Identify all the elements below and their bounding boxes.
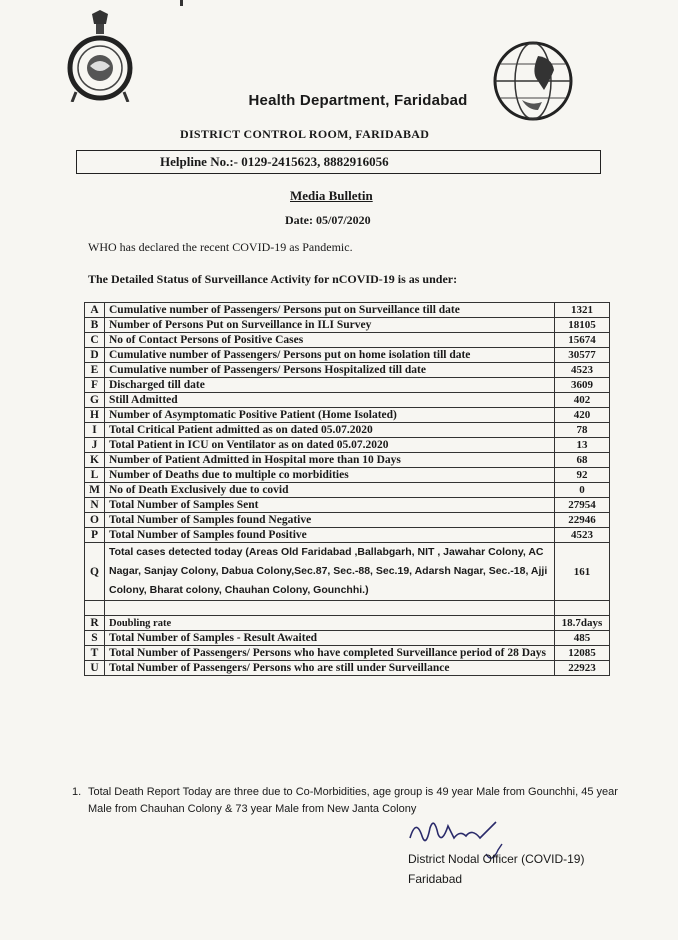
row-code: S	[85, 631, 105, 646]
table-row	[85, 363, 610, 378]
row-value: 0	[555, 483, 610, 498]
row-label: Total Number of Passengers/ Persons who have completed Surveillance period of 28 Days	[105, 646, 555, 661]
control-room-title: DISTRICT CONTROL ROOM, FARIDABAD	[180, 127, 430, 141]
bulletin-date: Date: 05/07/2020	[285, 213, 371, 227]
department-title: Health Department, Faridabad	[248, 92, 468, 109]
row-label: Cumulative number of Passengers/ Persons Hospitalized till date	[105, 363, 555, 378]
status-intro: The Detailed Status of Surveillance Activity for nCOVID-19 is as under:	[88, 272, 458, 286]
row-code: D	[85, 348, 105, 363]
row-value: 22946	[555, 513, 610, 528]
row-value: 420	[555, 408, 610, 423]
row-code: B	[85, 318, 105, 333]
row-value: 22923	[555, 661, 610, 676]
row-label: Discharged till date	[105, 378, 555, 393]
table-row	[85, 423, 610, 438]
row-label: Total Number of Samples - Result Awaited	[105, 631, 555, 646]
row-code: M	[85, 483, 105, 498]
table-row	[85, 378, 610, 393]
row-label: No of Death Exclusively due to covid	[105, 483, 555, 498]
table-row	[85, 468, 610, 483]
table-row-blank	[85, 601, 610, 616]
row-label: Total Patient in ICU on Ventilator as on dated 05.07.2020	[105, 438, 555, 453]
officer-designation: District Nodal Officer (COVID-19)	[408, 852, 585, 866]
row-code: P	[85, 528, 105, 543]
note-text: Total Death Report Today are three due to Co-Morbidities, age group is 49 year Male from Gounchhi, 45 year Male from Chauhan Colony & 73 year Male from New Janta Colony	[88, 786, 618, 815]
row-value: 18.7days	[555, 616, 610, 631]
row-code: K	[85, 453, 105, 468]
table-row	[85, 616, 610, 631]
row-value: 30577	[555, 348, 610, 363]
row-label: Cumulative number of Passengers/ Persons put on Surveillance till date	[105, 303, 555, 318]
row-code: Q	[85, 543, 105, 601]
row-label: Number of Deaths due to multiple co morbidities	[105, 468, 555, 483]
row-label: Total Number of Samples found Negative	[105, 513, 555, 528]
row-code: O	[85, 513, 105, 528]
table-row	[85, 453, 610, 468]
table-row-cases-today	[85, 543, 610, 601]
globe-india-emblem-icon	[492, 40, 574, 122]
row-label: Cumulative number of Passengers/ Persons put on home isolation till date	[105, 348, 555, 363]
table-row	[85, 646, 610, 661]
table-row	[85, 318, 610, 333]
row-value: 4523	[555, 528, 610, 543]
row-label: Total Number of Samples found Positive	[105, 528, 555, 543]
helpline-text: Helpline No.:- 0129-2415623, 8882916056	[160, 154, 389, 169]
bulletin-title: Media Bulletin	[290, 188, 373, 203]
row-value: 402	[555, 393, 610, 408]
table-row	[85, 408, 610, 423]
table-row	[85, 303, 610, 318]
cases-today-areas: (Areas Old Faridabad ,Ballabgarh, NIT , Jawahar Colony, AC Nagar, Sanjay Colony, Dabua Colony,Sec.87, Sec.-88, Sec.19, Adarsh Nagar, Sec.-18, Ajji Colony, Bharat colony, Chauhan Colony, Gounchhi.)	[109, 546, 548, 596]
row-value: 12085	[555, 646, 610, 661]
row-value: 3609	[555, 378, 610, 393]
table-row	[85, 348, 610, 363]
row-label: Still Admitted	[105, 393, 555, 408]
page-mark	[180, 0, 183, 6]
row-code: G	[85, 393, 105, 408]
note-number: 1.	[72, 786, 82, 798]
who-declaration: WHO has declared the recent COVID-19 as Pandemic.	[88, 240, 353, 254]
table-row	[85, 483, 610, 498]
row-code: J	[85, 438, 105, 453]
row-value: 27954	[555, 498, 610, 513]
surveillance-status-table	[84, 302, 610, 676]
row-label: Doubling rate	[105, 616, 555, 631]
row-value: 68	[555, 453, 610, 468]
row-code: N	[85, 498, 105, 513]
row-label: Number of Persons Put on Surveillance in ILI Survey	[105, 318, 555, 333]
row-code: C	[85, 333, 105, 348]
table-row	[85, 333, 610, 348]
row-code: R	[85, 616, 105, 631]
row-value: 485	[555, 631, 610, 646]
row-code: T	[85, 646, 105, 661]
row-value: 92	[555, 468, 610, 483]
row-code: U	[85, 661, 105, 676]
row-code: A	[85, 303, 105, 318]
row-label: No of Contact Persons of Positive Cases	[105, 333, 555, 348]
row-label: Total Number of Samples Sent	[105, 498, 555, 513]
haryana-emblem-icon	[62, 10, 138, 102]
row-value: 15674	[555, 333, 610, 348]
row-code: I	[85, 423, 105, 438]
row-label: Number of Asymptomatic Positive Patient (Home Isolated)	[105, 408, 555, 423]
row-label: Number of Patient Admitted in Hospital more than 10 Days	[105, 453, 555, 468]
table-row	[85, 393, 610, 408]
row-label	[105, 543, 555, 601]
row-label: Total Critical Patient admitted as on dated 05.07.2020	[105, 423, 555, 438]
row-value: 13	[555, 438, 610, 453]
row-code: E	[85, 363, 105, 378]
officer-location: Faridabad	[408, 872, 463, 886]
row-value: 4523	[555, 363, 610, 378]
row-value: 78	[555, 423, 610, 438]
table-row	[85, 498, 610, 513]
row-value: 1321	[555, 303, 610, 318]
row-value: 18105	[555, 318, 610, 333]
row-code: L	[85, 468, 105, 483]
table-row	[85, 513, 610, 528]
death-report-note	[72, 784, 632, 818]
table-row	[85, 528, 610, 543]
cases-today-label: Total cases detected today	[109, 546, 243, 558]
table-row	[85, 631, 610, 646]
table-row	[85, 438, 610, 453]
row-label: Total Number of Passengers/ Persons who are still under Surveillance	[105, 661, 555, 676]
row-code: F	[85, 378, 105, 393]
row-value: 161	[555, 543, 610, 601]
row-code: H	[85, 408, 105, 423]
table-row	[85, 661, 610, 676]
